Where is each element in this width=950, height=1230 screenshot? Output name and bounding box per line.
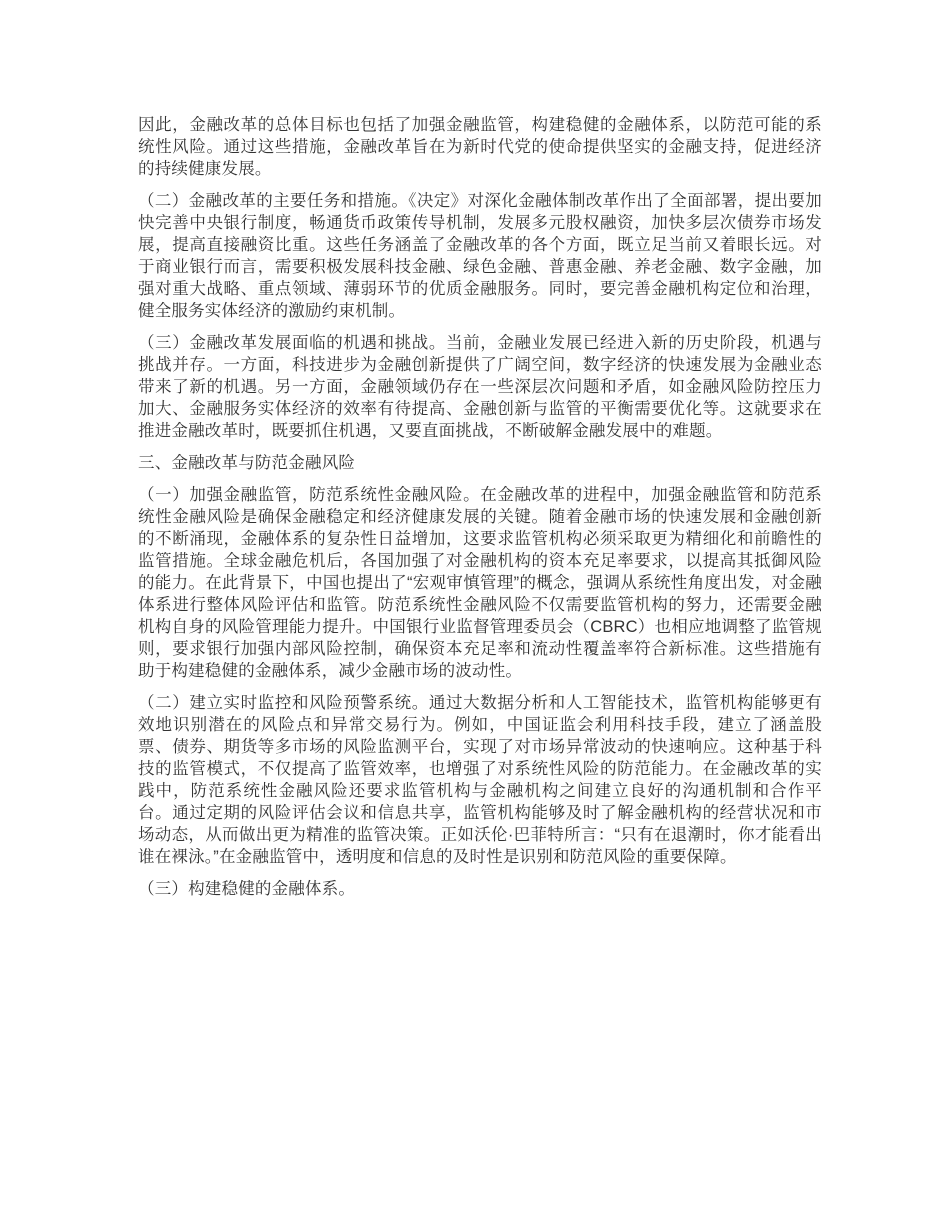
paragraph-realtime-monitoring-system: （二）建立实时监控和风险预警系统。通过大数据分析和人工智能技术，监管机构能够更有效地识别潜在的风险点和异常交易行为。例如，中国证监会利用科技手段，建立了涵盖股票、债券、期货等多市场的风险监测平台，实现了对市场异常波动的快速响应。这种基于科技的监管模式，不仅提高了监管效率，也增强了对系统性风险的防范能力。在金融改革的实践中，防范系统性金融风险还要求监管机构与金融机构之间建立良好的沟通机制和合作平台。通过定期的风险评估会议和信息共享，监管机构能够及时了解金融机构的经营状况和市场动态，从而做出更为精准的监管决策。正如沃伦·巴菲特所言：“只有在退潮时，你才能看出谁在裸泳。”在金融监管中，透明度和信息的及时性是识别和防范风险的重要保障。 bbox=[138, 694, 822, 866]
paragraph-build-sound-financial-system: （三）构建稳健的金融体系。 bbox=[138, 880, 356, 898]
section-heading-reform-and-risk-prevention: 三、金融改革与防范金融风险 bbox=[138, 454, 356, 472]
paragraph-strengthen-supervision: （一）加强金融监管，防范系统性金融风险。在金融改革的进程中，加强金融监管和防范系统性金融风险是确保金融稳定和经济健康发展的关键。随着金融市场的快速发展和金融创新的不断涌现，金融体系的复杂性日益增加，这要求监管机构必须采取更为精细化和前瞻性的监管措施。全球金融危机后，各国加强了对金融机构的资本充足率要求，以提高其抵御风险的能力。在此背景下，中国也提出了“宏观审慎管理”的概念，强调从系统性角度出发，对金融体系进行整体风险评估和监管。防范系统性金融风险不仅需要监管机构的努力，还需要金融机构自身的风险管理能力提升。中国银行业监督管理委员会（CBRC）也相应地调整了监管规则，要求银行加强内部风险控制，确保资本充足率和流动性覆盖率符合新标准。这些措施有助于构建稳健的金融体系，减少金融市场的波动性。 bbox=[138, 486, 822, 680]
paragraph-financial-reform-goal: 因此，金融改革的总体目标也包括了加强金融监管，构建稳健的金融体系，以防范可能的系统性风险。通过这些措施，金融改革旨在为新时代党的使命提供坚实的金融支持，促进经济的持续健康发展。 bbox=[138, 116, 822, 178]
paragraph-opportunities-and-challenges: （三）金融改革发展面临的机遇和挑战。当前，金融业发展已经进入新的历史阶段，机遇与挑战并存。一方面，科技进步为金融创新提供了广阔空间，数字经济的快速发展为金融业态带来了新的机遇。另一方面，金融领域仍存在一些深层次问题和矛盾，如金融风险防控压力加大、金融服务实体经济的效率有待提高、金融创新与监管的平衡需要优化等。这就要求在推进金融改革时，既要抓住机遇，又要直面挑战，不断破解金融发展中的难题。 bbox=[138, 334, 822, 440]
document-text-body bbox=[138, 114, 822, 910]
paragraph-main-tasks-and-measures: （二）金融改革的主要任务和措施。《决定》对深化金融体制改革作出了全面部署，提出要加快完善中央银行制度，畅通货币政策传导机制，发展多元股权融资，加快多层次债券市场发展，提高直接融资比重。这些任务涵盖了金融改革的各个方面，既立足当前又着眼长远。对于商业银行而言，需要积极发展科技金融、绿色金融、普惠金融、养老金融、数字金融，加强对重大战略、重点领域、薄弱环节的优质金融服务。同时，要完善金融机构定位和治理，健全服务实体经济的激励约束机制。 bbox=[138, 192, 822, 320]
